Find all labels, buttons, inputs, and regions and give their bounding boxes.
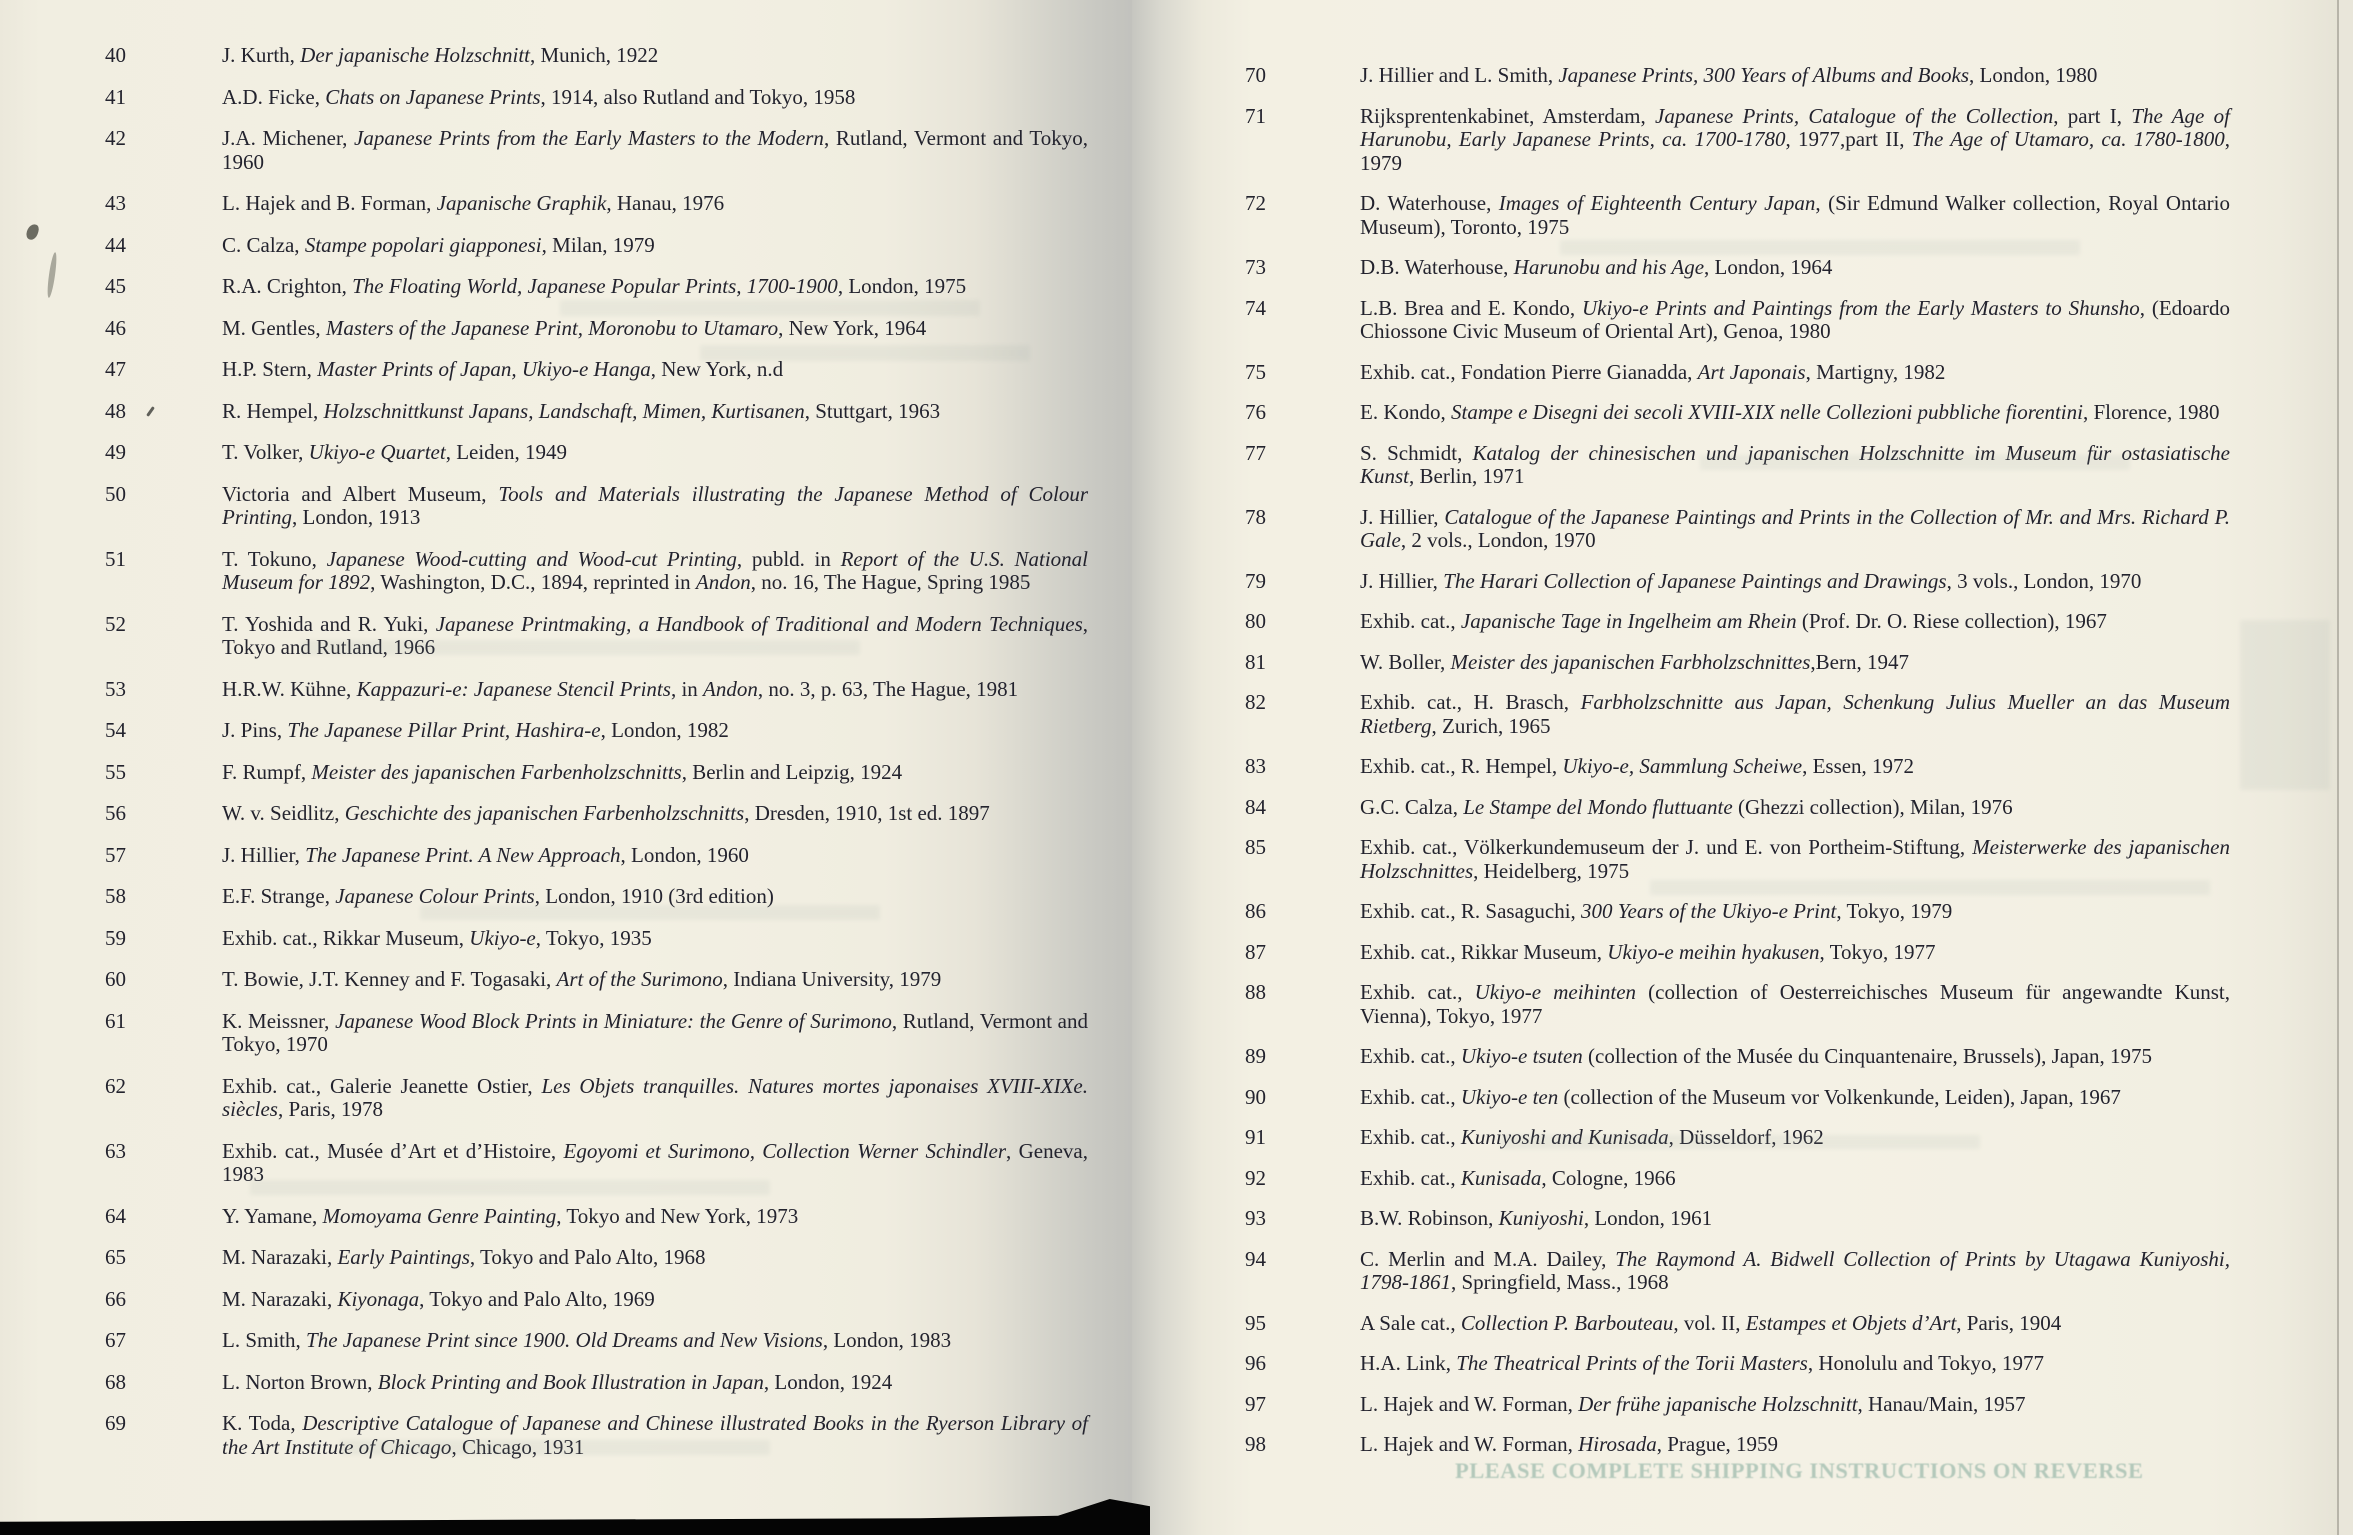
bibliography-entry xyxy=(1245,256,2230,280)
entry-text: L. Hajek and W. Forman, Hirosada, Prague, 1959 xyxy=(1360,1432,1779,1456)
bibliography-entry xyxy=(105,483,1088,530)
bibliography-entry xyxy=(105,548,1088,595)
entry-text: M. Narazaki, Early Paintings, Tokyo and Palo Alto, 1968 xyxy=(222,1245,706,1269)
entry-text: R. Hempel, Holzschnittkunst Japans, Landschaft, Mimen, Kurtisanen, Stuttgart, 1963 xyxy=(222,398,941,423)
entry-text: D.B. Waterhouse, Harunobu and his Age, London, 1964 xyxy=(1360,255,1833,279)
entry-number: 61 xyxy=(105,1008,126,1033)
entry-number: 88 xyxy=(1245,980,1266,1004)
entry-number: 83 xyxy=(1245,754,1266,778)
bibliography-entry xyxy=(105,275,1088,299)
entry-text: Exhib. cat., Ukiyo-e ten (collection of the Museum vor Volkenkunde, Leiden), Japan, 1967 xyxy=(1360,1084,2121,1109)
entry-text: H.R.W. Kühne, Kappazuri-e: Japanese Stencil Prints, in Andon, no. 3, p. 63, The Hague, 1981 xyxy=(222,676,1019,701)
entry-number: 51 xyxy=(105,546,126,571)
bibliography-entry xyxy=(1245,1312,2230,1336)
bleedthrough-artifact xyxy=(420,905,880,920)
entry-text: Rijksprentenkabinet, Amsterdam, Japanese Prints, Catalogue of the Collection, part I, The Age of Harunobu, Early Japanese Prints, ca. 1700-1780, 1977,part II, The Age of Utamaro, ca. 1780-1800, 1979 xyxy=(1360,103,2230,175)
entry-number: 55 xyxy=(105,759,126,784)
entry-text: L. Hajek and B. Forman, Japanische Graphik, Hanau, 1976 xyxy=(222,191,725,215)
entry-text: H.P. Stern, Master Prints of Japan, Ukiyo-e Hanga, New York, n.d xyxy=(222,357,784,381)
entry-text: E. Kondo, Stampe e Disegni dei secoli XVIII-XIX nelle Collezioni pubbliche fiorentini, Florence, 1980 xyxy=(1360,400,2220,424)
left-page-entries xyxy=(105,44,1088,1477)
entry-text: J. Hillier and L. Smith, Japanese Prints, 300 Years of Albums and Books, London, 1980 xyxy=(1360,63,2098,87)
entry-text: Exhib. cat., Fondation Pierre Gianadda, Art Japonais, Martigny, 1982 xyxy=(1360,359,1946,384)
bibliography-entry xyxy=(105,317,1088,341)
entry-number: 85 xyxy=(1245,835,1266,859)
entry-number: 50 xyxy=(105,481,126,506)
entry-text: Exhib. cat., Rikkar Museum, Ukiyo-e meihin hyakusen, Tokyo, 1977 xyxy=(1360,939,1936,964)
entry-text: Exhib. cat., Galerie Jeanette Ostier, Les Objets tranquilles. Natures mortes japonaises XVIII-XIXe. siècles, Paris, 1978 xyxy=(222,1073,1089,1121)
bibliography-entry xyxy=(105,234,1088,258)
entry-text: A Sale cat., Collection P. Barbouteau, vol. II, Estampes et Objets d’Art, Paris, 1904 xyxy=(1360,1310,2062,1335)
entry-number: 41 xyxy=(105,84,126,109)
entry-text: E.F. Strange, Japanese Colour Prints, London, 1910 (3rd edition) xyxy=(222,884,774,908)
entry-text: M. Narazaki, Kiyonaga, Tokyo and Palo Alto, 1969 xyxy=(222,1286,655,1311)
bleedthrough-artifact xyxy=(1500,1135,1980,1149)
entry-text: S. Schmidt, Katalog der chinesischen und japanischen Holzschnitte im Museum für ostasiatische Kunst, Berlin, 1971 xyxy=(1360,440,2230,488)
bleedthrough-artifact xyxy=(250,1180,770,1195)
entry-text: Exhib. cat., Völkerkundemuseum der J. und E. von Portheim-Stiftung, Meisterwerke des japanischen Holzschnittes, Heidelberg, 1975 xyxy=(1360,835,2230,883)
entry-number: 90 xyxy=(1245,1084,1266,1109)
bleedthrough-artifact xyxy=(700,345,1030,361)
entry-number: 89 xyxy=(1245,1044,1266,1068)
entry-text: J.A. Michener, Japanese Prints from the Early Masters to the Modern, Rutland, Vermont and Tokyo, 1960 xyxy=(222,126,1088,174)
entry-text: J. Hillier, The Japanese Print. A New Approach, London, 1960 xyxy=(222,842,749,867)
bleedthrough-artifact xyxy=(1650,880,2210,895)
bibliography-entry xyxy=(105,1371,1088,1395)
entry-number: 79 xyxy=(1245,568,1266,593)
bibliography-entry xyxy=(105,192,1088,216)
bibliography-entry xyxy=(1245,1086,2230,1110)
entry-number: 94 xyxy=(1245,1246,1266,1271)
entry-text: K. Meissner, Japanese Wood Block Prints in Miniature: the Genre of Surimono, Rutland, Vermont and Tokyo, 1970 xyxy=(222,1008,1089,1056)
entry-number: 68 xyxy=(105,1369,126,1394)
entry-number: 47 xyxy=(105,357,126,381)
entry-number: 44 xyxy=(105,232,126,257)
entry-number: 43 xyxy=(105,191,126,215)
entry-text: Exhib. cat., Ukiyo-e tsuten (collection of the Musée du Cinquantenaire, Brussels), Japan, 1975 xyxy=(1360,1044,2152,1068)
entry-number: 58 xyxy=(105,884,126,908)
left-page xyxy=(0,0,1132,1535)
entry-text: Y. Yamane, Momoyama Genre Painting, Tokyo and New York, 1973 xyxy=(222,1203,799,1228)
entry-number: 92 xyxy=(1245,1165,1266,1190)
bibliography-entry xyxy=(105,968,1088,992)
entry-text: M. Gentles, Masters of the Japanese Print, Moronobu to Utamaro, New York, 1964 xyxy=(222,315,927,340)
entry-number: 71 xyxy=(1245,103,1266,128)
bibliography-entry xyxy=(1245,506,2230,553)
entry-number: 59 xyxy=(105,925,126,950)
entry-number: 77 xyxy=(1245,440,1266,465)
entry-number: 67 xyxy=(105,1328,126,1352)
entry-text: R.A. Crighton, The Floating World, Japanese Popular Prints, 1700-1900, London, 1975 xyxy=(222,274,967,298)
entry-number: 95 xyxy=(1245,1310,1266,1335)
entry-number: 52 xyxy=(105,611,126,636)
entry-number: 82 xyxy=(1245,690,1266,714)
entry-text: B.W. Robinson, Kuniyoshi, London, 1961 xyxy=(1360,1206,1713,1230)
entry-number: 45 xyxy=(105,274,126,298)
bleedthrough-artifact xyxy=(1700,455,2130,470)
entry-number: 75 xyxy=(1245,359,1266,384)
entry-text: Exhib. cat., Rikkar Museum, Ukiyo-e, Tokyo, 1935 xyxy=(222,925,652,950)
entry-text: Exhib. cat., Kuniyoshi and Kunisada, Düsseldorf, 1962 xyxy=(1360,1125,1824,1149)
right-page-entries xyxy=(1245,64,2230,1474)
bibliography-entry xyxy=(105,44,1088,68)
entry-number: 56 xyxy=(105,801,126,825)
bibliography-entry xyxy=(1245,691,2230,738)
entry-number: 76 xyxy=(1245,400,1266,424)
bibliography-entry xyxy=(105,1205,1088,1229)
entry-number: 66 xyxy=(105,1286,126,1311)
entry-number: 63 xyxy=(105,1138,126,1163)
entry-text: J. Pins, The Japanese Pillar Print, Hashira-e, London, 1982 xyxy=(222,718,729,742)
bibliography-entry xyxy=(105,127,1088,174)
entry-number: 62 xyxy=(105,1073,126,1098)
bibliography-entry xyxy=(105,1010,1088,1057)
bibliography-entry xyxy=(105,927,1088,951)
bibliography-entry xyxy=(105,1075,1088,1122)
bibliography-entry xyxy=(105,719,1088,743)
entry-text: L. Norton Brown, Block Printing and Book Illustration in Japan, London, 1924 xyxy=(222,1369,893,1394)
entry-number: 87 xyxy=(1245,939,1266,964)
entry-number: 80 xyxy=(1245,609,1266,633)
bibliography-entry xyxy=(1245,900,2230,924)
bibliography-entry xyxy=(105,844,1088,868)
entry-number: 69 xyxy=(105,1411,126,1435)
bibliography-entry xyxy=(1245,1393,2230,1417)
bibliography-entry xyxy=(105,1329,1088,1353)
entry-text: T. Yoshida and R. Yuki, Japanese Printmaking, a Handbook of Traditional and Modern Techniques, Tokyo and Rutland, 1966 xyxy=(222,611,1088,659)
bibliography-entry xyxy=(1245,1045,2230,1069)
bibliography-entry xyxy=(105,400,1088,424)
bibliography-entry xyxy=(1245,297,2230,344)
bibliography-entry xyxy=(1245,64,2230,88)
bibliography-entry xyxy=(1245,401,2230,425)
bibliography-entry xyxy=(105,678,1088,702)
entry-text: Exhib. cat., Kunisada, Cologne, 1966 xyxy=(1360,1165,1676,1190)
entry-number: 72 xyxy=(1245,191,1266,215)
entry-number: 98 xyxy=(1245,1432,1266,1456)
bibliography-entry xyxy=(1245,1207,2230,1231)
bibliography-entry xyxy=(1245,1352,2230,1376)
bibliography-entry xyxy=(1245,981,2230,1028)
entry-number: 93 xyxy=(1245,1206,1266,1230)
bibliography-entry xyxy=(1245,941,2230,965)
bibliography-entry xyxy=(105,802,1088,826)
entry-number: 57 xyxy=(105,842,126,867)
bibliography-entry xyxy=(1245,570,2230,594)
bibliography-entry xyxy=(1245,1433,2230,1457)
bleedthrough-text: PLEASE COMPLETE SHIPPING INSTRUCTIONS ON REVERSE xyxy=(1455,1458,2144,1483)
page-edge-margin xyxy=(2339,0,2353,1535)
entry-number: 78 xyxy=(1245,504,1266,529)
bleedthrough-artifact xyxy=(340,1440,770,1455)
entry-number: 84 xyxy=(1245,794,1266,819)
entry-text: C. Merlin and M.A. Dailey, The Raymond A. Bidwell Collection of Prints by Utagawa Kuniyoshi, 1798-1861, Springfield, Mass., 1968 xyxy=(1360,1246,2230,1294)
entry-number: 64 xyxy=(105,1203,126,1228)
bibliography-entry xyxy=(1245,651,2230,675)
bibliography-entry xyxy=(1245,192,2230,239)
entry-number: 46 xyxy=(105,315,126,340)
bibliography-entry xyxy=(105,1246,1088,1270)
entry-text: W. Boller, Meister des japanischen Farbholzschnittes,Bern, 1947 xyxy=(1360,649,1909,674)
entry-text: T. Tokuno, Japanese Wood-cutting and Wood-cut Printing, publd. in Report of the U.S. National Museum for 1892, Washington, D.C., 1894, reprinted in Andon, no. 16, The Hague, Spring 1985 xyxy=(222,546,1088,594)
entry-text: F. Rumpf, Meister des japanischen Farbenholzschnitts, Berlin and Leipzig, 1924 xyxy=(222,759,903,784)
entry-text: W. v. Seidlitz, Geschichte des japanischen Farbenholzschnitts, Dresden, 1910, 1st ed. 1897 xyxy=(222,801,990,825)
entry-number: 97 xyxy=(1245,1391,1266,1416)
entry-number: 96 xyxy=(1245,1351,1266,1375)
entry-text: Exhib. cat., Musée d’Art et d’Histoire, Egoyomi et Surimono, Collection Werner Schindler, Geneva, 1983 xyxy=(222,1138,1088,1186)
entry-text: Exhib. cat., Ukiyo-e meihinten (collection of Oesterreichisches Museum für angewandte Kunst, Vienna), Tokyo, 1977 xyxy=(1360,980,2230,1028)
bibliography-entry xyxy=(1245,105,2230,176)
entry-number: 53 xyxy=(105,676,126,701)
bibliography-entry xyxy=(1245,361,2230,385)
entry-text: Exhib. cat., Japanische Tage in Ingelheim am Rhein (Prof. Dr. O. Riese collection), 1967 xyxy=(1360,609,2107,633)
entry-number: 91 xyxy=(1245,1125,1266,1149)
bibliography-entry xyxy=(105,358,1088,382)
entry-number: 40 xyxy=(105,43,126,67)
entry-number: 60 xyxy=(105,967,126,991)
entry-text: L. Smith, The Japanese Print since 1900. Old Dreams and New Visions, London, 1983 xyxy=(222,1328,952,1352)
entry-text: Exhib. cat., H. Brasch, Farbholzschnitte aus Japan, Schenkung Julius Mueller an das Museum Rietberg, Zurich, 1965 xyxy=(1360,690,2230,738)
entry-text: H.A. Link, The Theatrical Prints of the Torii Masters, Honolulu and Tokyo, 1977 xyxy=(1360,1351,2044,1375)
entry-text: T. Bowie, J.T. Kenney and F. Togasaki, Art of the Surimono, Indiana University, 1979 xyxy=(222,967,942,991)
entry-text: G.C. Calza, Le Stampe del Mondo fluttuante (Ghezzi collection), Milan, 1976 xyxy=(1360,794,2013,819)
entry-text: C. Calza, Stampe popolari giapponesi, Milan, 1979 xyxy=(222,232,655,257)
entry-text: L. Hajek and W. Forman, Der frühe japanische Holzschnitt, Hanau/Main, 1957 xyxy=(1360,1391,2026,1416)
entry-number: 48 xyxy=(105,398,126,423)
entry-text: J. Kurth, Der japanische Holzschnitt, Munich, 1922 xyxy=(222,43,659,67)
entry-text: J. Hillier, Catalogue of the Japanese Paintings and Prints in the Collection of Mr. and Mrs. Richard P. Gale, 2 vols., London, 1970 xyxy=(1360,504,2230,552)
right-page xyxy=(1132,0,2353,1535)
bleedthrough-artifact xyxy=(2240,620,2330,790)
bleedthrough-artifact xyxy=(300,640,860,655)
entry-text: J. Hillier, The Harari Collection of Japanese Paintings and Drawings, 3 vols., London, 1970 xyxy=(1360,568,2142,593)
entry-text: A.D. Ficke, Chats on Japanese Prints, 1914, also Rutland and Tokyo, 1958 xyxy=(222,84,856,109)
entry-number: 65 xyxy=(105,1245,126,1269)
bibliography-entry xyxy=(105,441,1088,465)
entry-text: Victoria and Albert Museum, Tools and Materials illustrating the Japanese Method of Colour Printing, London, 1913 xyxy=(222,481,1089,529)
entry-number: 86 xyxy=(1245,899,1266,923)
bibliography-entry xyxy=(105,86,1088,110)
bibliography-entry xyxy=(1245,796,2230,820)
entry-text: T. Volker, Ukiyo-e Quartet, Leiden, 1949 xyxy=(222,440,568,464)
bibliography-entry xyxy=(105,1288,1088,1312)
entry-number: 73 xyxy=(1245,255,1266,279)
entry-number: 49 xyxy=(105,440,126,464)
bibliography-entry xyxy=(1245,836,2230,883)
entry-number: 81 xyxy=(1245,649,1266,674)
bibliography-entry xyxy=(1245,755,2230,779)
entry-number: 54 xyxy=(105,718,126,742)
entry-text: Exhib. cat., R. Hempel, Ukiyo-e, Sammlung Scheiwe, Essen, 1972 xyxy=(1360,754,1915,778)
entry-number: 70 xyxy=(1245,63,1266,87)
entry-text: Exhib. cat., R. Sasaguchi, 300 Years of the Ukiyo-e Print, Tokyo, 1979 xyxy=(1360,899,1953,923)
entry-text: D. Waterhouse, Images of Eighteenth Century Japan, (Sir Edmund Walker collection, Royal Ontario Museum), Toronto, 1975 xyxy=(1360,191,2230,239)
bibliography-entry xyxy=(1245,1167,2230,1191)
bibliography-entry xyxy=(105,761,1088,785)
bibliography-entry xyxy=(1245,1248,2230,1295)
entry-number: 42 xyxy=(105,126,126,150)
bleedthrough-artifact xyxy=(560,300,980,316)
bleedthrough-artifact xyxy=(1560,240,2080,255)
entry-text: L.B. Brea and E. Kondo, Ukiyo-e Prints and Paintings from the Early Masters to Shunsho, (Edoardo Chiossone Civic Museum of Oriental Art), Genoa, 1980 xyxy=(1360,295,2230,343)
entry-number: 74 xyxy=(1245,295,1266,320)
entry-text: K. Toda, Descriptive Catalogue of Japanese and Chinese illustrated Books in the Ryerson Library of the Art Institute of Chicago, Chicago, 1931 xyxy=(222,1411,1089,1459)
bibliography-entry xyxy=(1245,610,2230,634)
